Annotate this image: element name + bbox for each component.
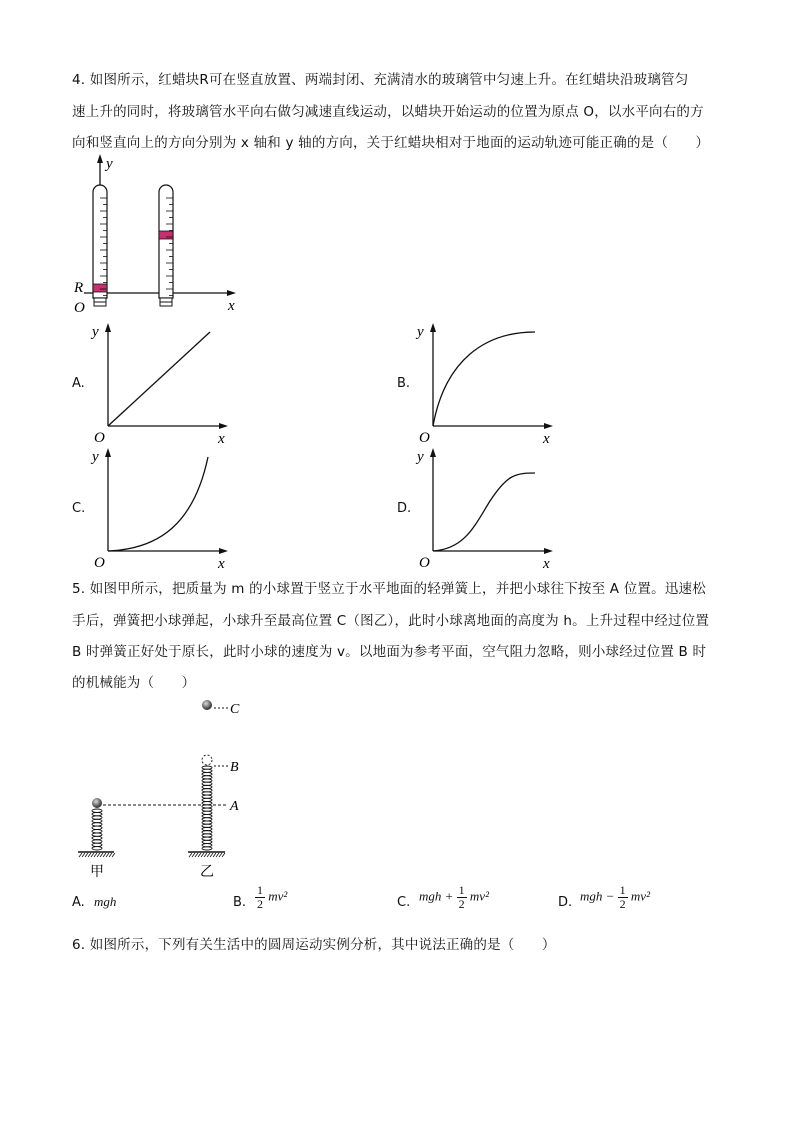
svg-text:B: B bbox=[230, 760, 239, 775]
svg-text:乙: 乙 bbox=[200, 864, 214, 880]
q4-option-c-label: C. bbox=[72, 501, 86, 516]
svg-text:y: y bbox=[92, 449, 99, 465]
svg-text:O: O bbox=[419, 430, 430, 445]
svg-text:y: y bbox=[417, 449, 424, 465]
tube-1 bbox=[93, 185, 107, 306]
q5-option-b-label: B. bbox=[233, 895, 247, 910]
wax-block-1 bbox=[93, 284, 107, 292]
q4-option-a-label: A. bbox=[72, 376, 85, 391]
svg-text:y: y bbox=[417, 324, 424, 340]
svg-text:y: y bbox=[92, 324, 99, 340]
q4-option-d-label: D. bbox=[397, 501, 412, 516]
q5-line-1: 5. 如图甲所示，把质量为 m 的小球置于竖立于水平地面的轻弹簧上，并把小球往下按至 A 位置。迅速松 bbox=[72, 581, 706, 597]
q4-option-c-graph bbox=[90, 445, 240, 570]
q5-option-a-label: A. bbox=[72, 895, 85, 910]
q6-line-1: 6. 如图所示，下列有关生活中的圆周运动实例分析，其中说法正确的是（ ） bbox=[72, 937, 556, 953]
q4-tube-figure bbox=[70, 152, 250, 317]
q5-line-4: 的机械能为（ ） bbox=[72, 675, 196, 691]
q5-option-b-formula: $\frac{1}{2}$ mv² bbox=[257, 883, 288, 911]
q5-option-c-formula: mgh + $\frac{1}{2}$ mv² bbox=[419, 883, 489, 911]
ball-jia bbox=[92, 798, 102, 808]
q4-O-label: O bbox=[74, 300, 85, 316]
trajectory-curve-b bbox=[433, 332, 535, 426]
trajectory-curve-c bbox=[108, 457, 208, 551]
q4-option-b-graph bbox=[415, 320, 565, 445]
spring-yi bbox=[202, 766, 212, 850]
q4-R-label: R bbox=[74, 280, 84, 296]
ball-position-c bbox=[202, 700, 212, 710]
svg-text:x: x bbox=[218, 431, 225, 445]
svg-text:O: O bbox=[94, 555, 105, 570]
trajectory-line-a bbox=[108, 332, 210, 426]
q4-option-a-graph bbox=[90, 320, 240, 445]
q5-option-d-label: D. bbox=[558, 895, 573, 910]
q4-x-label: x bbox=[228, 298, 235, 314]
q5-option-d-formula: mgh − $\frac{1}{2}$ mv² bbox=[580, 883, 650, 911]
q4-line-2: 速上升的同时，将玻璃管水平向右做匀减速直线运动，以蜡块开始运动的位置为原点 O，以水平向右的方 bbox=[72, 104, 704, 120]
ball-position-b bbox=[202, 755, 212, 765]
svg-text:O: O bbox=[419, 555, 430, 570]
svg-text:C: C bbox=[230, 702, 240, 717]
q5-line-3: B 时弹簧正好处于原长，此时小球的速度为 v。以地面为参考平面，空气阻力忽略，则小球经过位置 B 时 bbox=[72, 644, 707, 660]
q5-spring-figure bbox=[70, 692, 270, 882]
svg-text:x: x bbox=[543, 556, 550, 570]
q4-y-label: y bbox=[106, 156, 113, 172]
q4-option-d-graph bbox=[415, 445, 565, 570]
q5-option-a-formula: mgh bbox=[94, 894, 117, 909]
svg-text:甲: 甲 bbox=[90, 864, 104, 880]
tube-2 bbox=[159, 185, 173, 306]
q5-option-c-label: C. bbox=[397, 895, 411, 910]
svg-text:x: x bbox=[543, 431, 550, 445]
spring-jia bbox=[92, 809, 102, 850]
q5-line-2: 手后，弹簧把小球弹起，小球升至最高位置 C（图乙），此时小球离地面的高度为 h。上升过程中经过位置 bbox=[72, 613, 710, 629]
q4-line-3: 向和竖直向上的方向分别为 x 轴和 y 轴的方向，关于红蜡块相对于地面的运动轨迹可能正确的是（ ） bbox=[72, 135, 710, 151]
svg-text:x: x bbox=[218, 556, 225, 570]
svg-text:O: O bbox=[94, 430, 105, 445]
q4-option-b-label: B. bbox=[397, 376, 411, 391]
trajectory-curve-d bbox=[433, 473, 535, 551]
wax-block-2 bbox=[159, 231, 173, 239]
svg-text:A: A bbox=[230, 799, 239, 814]
q4-line-1: 4. 如图所示，红蜡块R可在竖直放置、两端封闭、充满清水的玻璃管中匀速上升。在红蜡块沿玻璃管匀 bbox=[72, 72, 689, 88]
